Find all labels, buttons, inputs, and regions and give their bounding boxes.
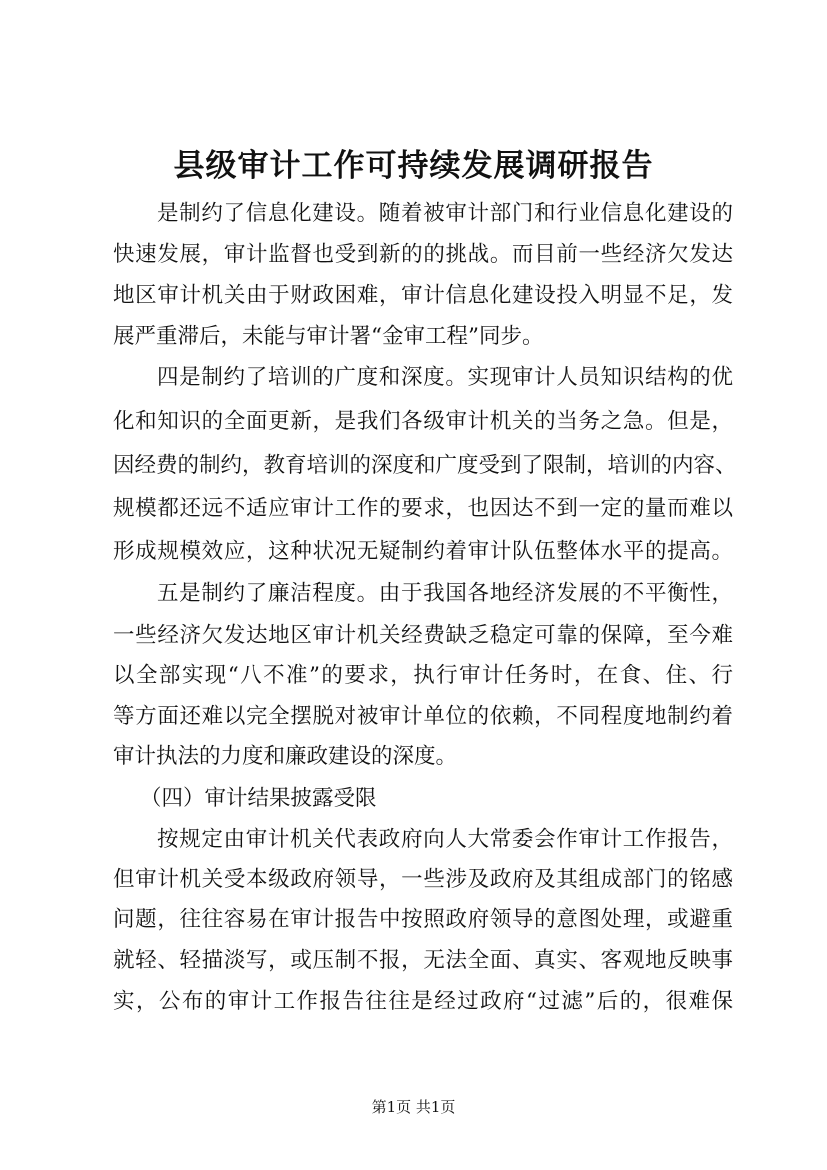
paragraph-line: 地区审计机关由于财政困难，审计信息化建设投入明显不足，发 bbox=[113, 283, 733, 308]
paragraph-line: 是制约了信息化建设。随着被审计部门和行业信息化建设的 bbox=[157, 201, 733, 226]
paragraph-line: 但审计机关受本级政府领导，一些涉及政府及其组成部门的铭感 bbox=[113, 867, 733, 892]
paragraph-line: 就轻、轻描淡写，或压制不报，无法全面、真实、客观地反映事 bbox=[113, 948, 733, 973]
paragraph-line: 因经费的制约，教育培训的深度和广度受到了限制，培训的内容、 bbox=[113, 453, 737, 478]
paragraph-line: 按规定由审计机关代表政府向人大常委会作审计工作报告， bbox=[157, 827, 733, 852]
paragraph-line: 审计执法的力度和廉政建设的深度。 bbox=[113, 744, 458, 769]
paragraph-line: 实，公布的审计工作报告往往是经过政府“过滤”后的，很难保 bbox=[113, 989, 733, 1014]
paragraph-line: 规模都还远不适应审计工作的要求，也因达不到一定的量而难以 bbox=[113, 496, 733, 521]
paragraph-line: 五是制约了廉洁程度。由于我国各地经济发展的不平衡性， bbox=[157, 581, 733, 606]
paragraph-line: 化和知识的全面更新，是我们各级审计机关的当务之急。但是， bbox=[113, 409, 733, 434]
paragraph-line: 一些经济欠发达地区审计机关经费缺乏稳定可靠的保障，至今难 bbox=[113, 623, 733, 648]
section-heading: （四）审计结果披露受限 bbox=[140, 786, 377, 811]
document-title: 县级审计工作可持续发展调研报告 bbox=[173, 148, 654, 184]
paragraph-line: 问题，往往容易在审计报告中按照政府领导的意图处理，或避重 bbox=[113, 907, 733, 932]
paragraph-line: 快速发展，审计监督也受到新的的挑战。而目前一些经济欠发达 bbox=[113, 242, 733, 267]
paragraph-line: 展严重滞后，未能与审计署“金审工程”同步。 bbox=[113, 324, 544, 349]
paragraph-line: 四是制约了培训的广度和深度。实现审计人员知识结构的优 bbox=[157, 365, 733, 390]
paragraph-line: 以全部实现“八不准”的要求，执行审计任务时，在食、住、行 bbox=[113, 663, 733, 688]
page-footer: 第1页 共1页 bbox=[371, 1098, 456, 1116]
paragraph-line: 形成规模效应，这种状况无疑制约着审计队伍整体水平的提高。 bbox=[113, 539, 733, 564]
paragraph-line: 等方面还难以完全摆脱对被审计单位的依赖，不同程度地制约着 bbox=[113, 704, 733, 729]
